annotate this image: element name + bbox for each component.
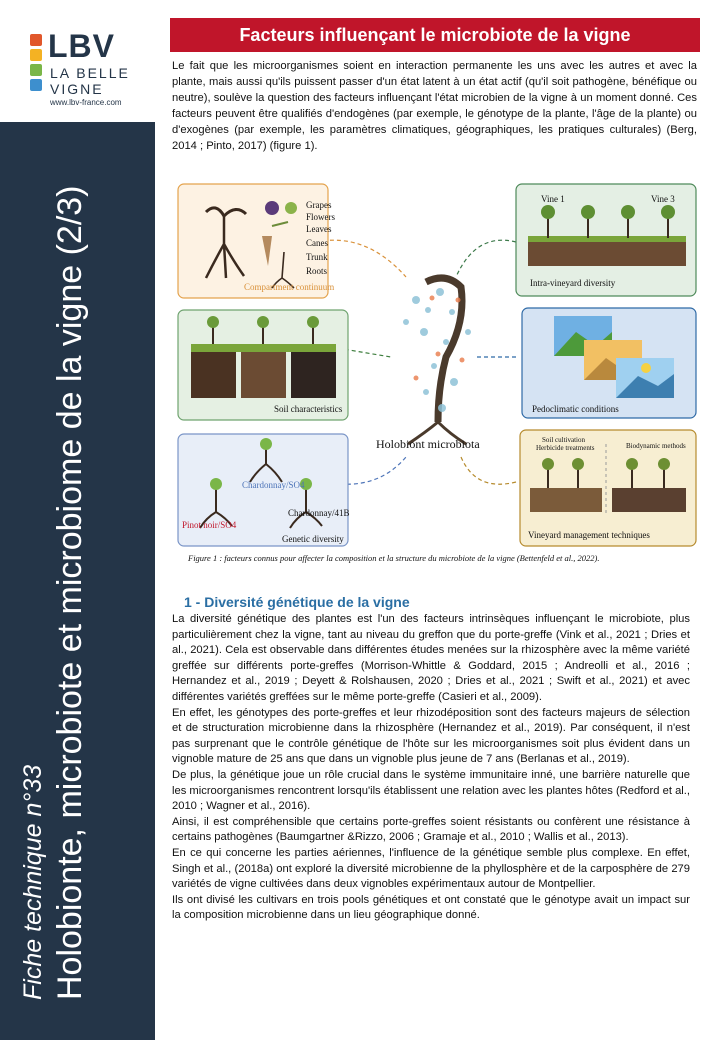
fiche-number: Fiche technique n°33 [19, 764, 47, 1000]
compartment-part-flowers: Flowers [306, 212, 335, 222]
paragraph: La diversité génétique des plantes est l'un des facteurs intrinsèques influençant le microbiote, plus particulièrement chez la vigne, tant au niveau du greffon que du porte-greffe (Vink et al., 2021 ; Dries et al., 2021). Cela est observable dans différentes études menées sur la rhizosphère avec la même variété greffée sur différents porte-greffes (Morrison-Whittle & Goddard, 2015 ; Andreolli et al., 2016 ; Hernandez et al., 2019 ; Deyett & Rolshausen, 2020 ; Dries et al., 2021 ; Swift et al., 2021) et avec différentes variétés greffées sur le même porte-greffe (Casieri et al., 2009). [172, 613, 690, 703]
figure-holobiont [176, 182, 698, 548]
management-soil-cultivation: Soil cultivation [542, 436, 585, 444]
paragraph: Ainsi, il est compréhensible que certains porte-greffes soient résistants ou confèrent une résistance à certains pathogènes (Baumgartner &Rizzo, 2006 ; Gramaje et al., 2010 ; Wallis et al., 2013). [172, 815, 690, 844]
compartment-part-canes: Canes [306, 238, 328, 248]
logo-url[interactable]: www.lbv-france.com [50, 98, 122, 107]
logo-square-yellow [30, 49, 42, 61]
section-body [172, 612, 690, 924]
pedo-label: Pedoclimatic conditions [532, 404, 619, 414]
logo-name: LBV [48, 28, 115, 64]
section-title-genetic: 1 - Diversité génétique de la vigne [184, 594, 410, 610]
compartment-part-grapes: Grapes [306, 200, 332, 210]
logo-square-orange [30, 34, 42, 46]
intro-paragraph: Le fait que les microorganismes soient en interaction permanente les uns avec les autres et avec la plante, mais aussi qu'ils puissent passer d'un état latent à un état actif (qu'il soit pathogène, bénéfique ou neutre), soulève la question des facteurs influençant l'état microbien de la vigne à un moment donné. Ces facteurs peuvent être qualifiés d'endogènes (par exemple, le génotype de la plante, l'âge de la plante) ou d'exogènes (par exemple, les paramètres climatiques, géographiques, les pratiques culturales) (Berg, 2014 ; Pinto, 2017) (figure 1). [172, 60, 697, 152]
leaf-icon [260, 438, 272, 450]
soil-label: Soil characteristics [274, 404, 343, 414]
logo [0, 0, 155, 122]
compartment-part-roots: Roots [306, 266, 328, 276]
logo-squares [30, 34, 44, 94]
holobiont-label: Holobiont microbiota [376, 437, 480, 451]
figure-illustration [176, 182, 698, 548]
logo-line2: VIGNE [50, 81, 104, 97]
paragraph: Ils ont divisé les cultivars en trois pools génétiques et ont constaté que le génotype avait un impact sur la composition microbienne dans un lieu géographique donné. [172, 893, 690, 922]
logo-line1: LA BELLE [50, 65, 130, 81]
logo-square-green [30, 64, 42, 76]
leaf-icon [210, 478, 222, 490]
intra-label: Intra-vineyard diversity [530, 278, 616, 288]
management-label: Vineyard management techniques [528, 530, 650, 540]
document-title: Holobionte, microbiote et microbiome de la vigne (2/3) [51, 185, 89, 1000]
compartment-part-leaves: Leaves [306, 224, 332, 234]
paragraph: De plus, la génétique joue un rôle crucial dans le système immunitaire inné, une barrière naturelle que les microorganismes rencontrent lorsqu'ils établissent une relation avec les plantes hôtes (Redford et al., 2010 ; Wagner et al., 2016). [172, 768, 690, 813]
figure-caption: Figure 1 : facteurs connus pour affecter la composition et la structure du microbiote de la vigne (Bettenfeld et al., 2022). [188, 553, 600, 563]
logo-square-blue [30, 79, 42, 91]
management-biodynamic: Biodynamic methods [626, 442, 686, 450]
genetic-chardonnay-so4: Chardonnay/SO4 [242, 480, 305, 490]
intra-vine3: Vine 3 [651, 194, 675, 204]
genetic-chardonnay-41b: Chardonnay/41B [288, 508, 350, 518]
genetic-label: Genetic diversity [282, 534, 344, 544]
compartment-label: Compartment continuum [244, 282, 335, 292]
paragraph: En ce qui concerne les parties aériennes, l'influence de la génétique semble plus complexe. En effet, Singh et al., (2018a) ont exploré la diversité microbienne de la phyllosphère et de la carposphère de 279 variétés de vigne cultivées dans deux vignobles expérimentaux autour de Montpellier. [172, 846, 690, 891]
sidebar-title-block [18, 140, 90, 1000]
compartment-part-trunk: Trunk [306, 252, 328, 262]
genetic-pinot-so4: Pinot noir/SO4 [182, 520, 237, 530]
paragraph: En effet, les génotypes des porte-greffes et leur rhizodéposition sont des facteurs majeurs de sélection et de structuration microbienne dans la rhizosphère (Hernandez et al., 2019). Par conséquent, il n'est pas surprenant que le contrôle génétique de l'hôte sur les microorganismes soit plus évident dans un vignoble mature de 25 ans que dans un vignoble plus jeune de 7 ans (Berlanas et al., 2019). [172, 706, 690, 766]
sidebar [0, 0, 155, 1040]
management-herbicide: Herbicide treatments [536, 444, 595, 452]
section-header: Facteurs influençant le microbiote de la vigne [170, 18, 700, 52]
intra-vine1: Vine 1 [541, 194, 565, 204]
